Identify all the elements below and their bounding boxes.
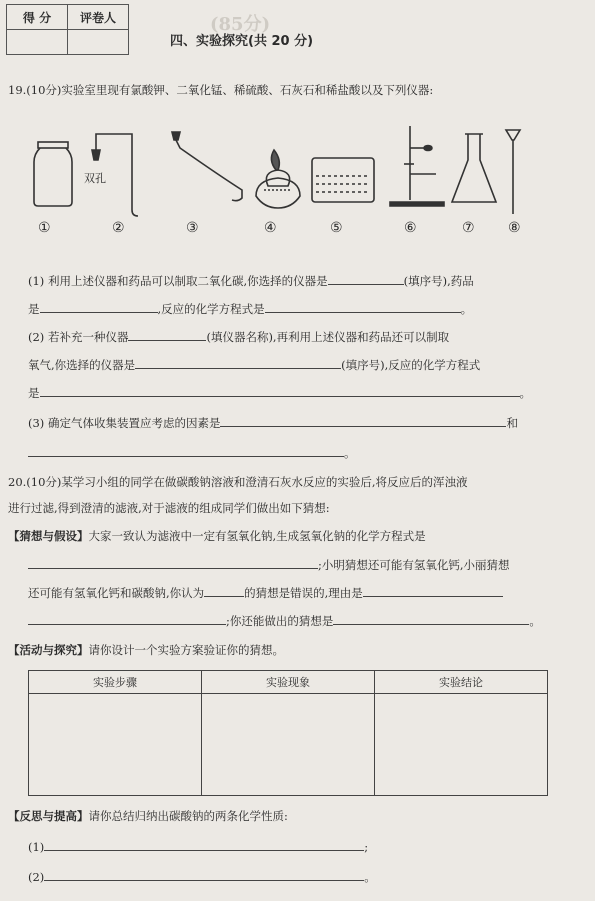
answer-blank[interactable] (265, 300, 461, 313)
score-header: 得 分 (7, 5, 68, 30)
q19-part3-line1: (3) 确定气体收集装置应考虑的因素是 和 (28, 416, 518, 430)
q19-part1-line2: 是 ,反应的化学方程式是 。 (28, 302, 473, 316)
apparatus-label-4: ④ (264, 220, 277, 236)
q19-part2-line2: 氧气,你选择的仪器是 (填序号),反应的化学方程式 (28, 358, 481, 372)
alcohol-lamp-icon (256, 150, 300, 208)
answer-blank[interactable] (333, 612, 529, 625)
iron-stand-icon (390, 126, 444, 206)
experiment-table (28, 670, 548, 796)
q20-reflection-2: (2) 。 (28, 870, 376, 884)
q20-hypothesis-2: ;小明猜想还可能有氢氧化钙,小丽猜想 (28, 556, 510, 573)
answer-blank[interactable] (328, 272, 404, 285)
q20-reflection: 【反思与提高】请你总结归纳出碳酸钠的两条化学性质: (8, 809, 288, 823)
col-header-phenomena: 实验现象 (202, 671, 375, 694)
answer-blank[interactable] (44, 868, 364, 881)
gas-jar-icon (34, 142, 72, 206)
answer-blank[interactable] (40, 300, 158, 313)
q19-part2-line3: 是 。 (28, 386, 531, 400)
col-header-steps: 实验步骤 (29, 671, 202, 694)
answer-blank[interactable] (363, 584, 503, 597)
apparatus-label-7: ⑦ (462, 220, 475, 236)
answer-blank[interactable] (40, 384, 520, 397)
q19-part3-line2: 。 (28, 444, 356, 461)
q19-part1-line1: (1) 利用上述仪器和药品可以制取二氧化碳,你选择的仪器是 (填序号),药品 (28, 274, 474, 288)
q20-hypothesis-4: ;你还能做出的猜想是 。 (28, 612, 541, 629)
score-cell (7, 30, 68, 55)
conical-flask-icon (452, 134, 496, 202)
grader-header: 评卷人 (68, 5, 129, 30)
bleed-through-text: (85分) (210, 14, 271, 35)
apparatus-label-2: ② (112, 220, 125, 236)
q19-stem: 19.(10分)实验室里现有氯酸钾、二氧化锰、稀硫酸、石灰石和稀盐酸以及下列仪器: (8, 83, 434, 97)
apparatus-note: 双孔 (84, 172, 106, 185)
answer-blank[interactable] (28, 444, 344, 457)
q20-stem-1: 20.(10分)某学习小组的同学在做碳酸钠溶液和澄清石灰水反应的实验后,将反应后的浑浊液 (8, 475, 468, 489)
apparatus-label-5: ⑤ (330, 220, 343, 236)
q20-stem-2: 进行过滤,得到澄清的滤液,对于滤液的组成同学们做出如下猜想: (8, 501, 330, 515)
answer-blank[interactable] (44, 838, 364, 851)
apparatus-label-1: ① (38, 220, 51, 236)
answer-blank[interactable] (204, 584, 244, 597)
apparatus-label-6: ⑥ (404, 220, 417, 236)
answer-blank[interactable] (28, 556, 318, 569)
steps-cell[interactable] (29, 694, 202, 796)
answer-blank[interactable] (128, 328, 206, 341)
phenomena-cell[interactable] (202, 694, 375, 796)
grader-cell (68, 30, 129, 55)
q20-reflection-1: (1) ; (28, 840, 369, 854)
q20-hypothesis-1: 【猜想与假设】大家一致认为滤液中一定有氢氧化钠,生成氢氧化钠的化学方程式是 (8, 529, 426, 543)
col-header-conclusion: 实验结论 (375, 671, 548, 694)
score-table (6, 4, 129, 55)
answer-blank[interactable] (220, 414, 506, 427)
q19-part2-line1: (2) 若补充一种仪器 (填仪器名称),再利用上述仪器和药品还可以制取 (28, 330, 450, 344)
section-title: 四、实验探究(共 20 分) (170, 34, 314, 49)
apparatus-label-3: ③ (186, 220, 199, 236)
long-neck-funnel-icon (506, 130, 520, 214)
q20-hypothesis-3: 还可能有氢氧化钙和碳酸钠,你认为 的猜想是错误的,理由是 (28, 584, 503, 601)
answer-blank[interactable] (135, 356, 341, 369)
answer-blank[interactable] (28, 612, 226, 625)
water-trough-icon (312, 158, 374, 202)
apparatus-label-8: ⑧ (508, 220, 521, 236)
q20-activity: 【活动与探究】请你设计一个实验方案验证你的猜想。 (8, 643, 284, 657)
delivery-tube-icon (172, 132, 242, 201)
conclusion-cell[interactable] (375, 694, 548, 796)
apparatus-figure (20, 120, 560, 250)
